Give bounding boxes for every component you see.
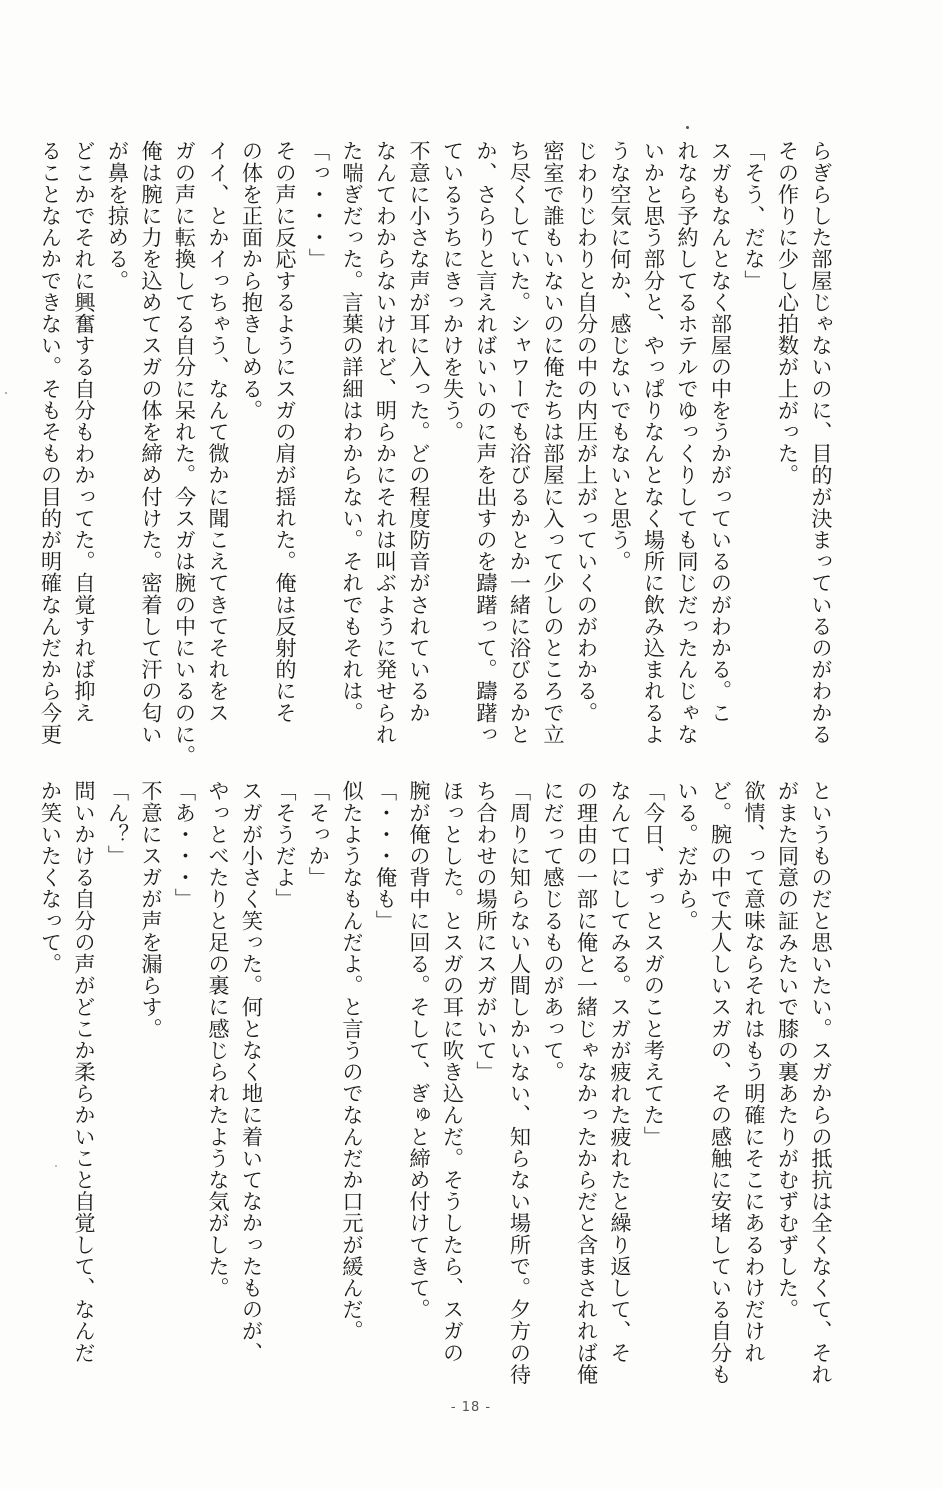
text-line: れなら予約してるホテルでゆっくりしても同じだったんじゃな <box>675 140 700 745</box>
text-line: なんてわからないけれど、明らかにそれは叫ぶように発せられ <box>373 140 399 745</box>
text-line: 不意に小さな声が耳に入った。どの程度防音がされているか <box>407 140 432 724</box>
scan-speck <box>5 392 7 394</box>
text-line: どこかでそれに興奮する自分もわかってた。自覚すれば抑え <box>72 140 97 724</box>
text-line: ど。腕の中で大人しいスガの、その感触に安堵している自分も <box>708 780 734 1385</box>
text-line: ガの声に転換してる自分に呆れた。今スガは腕の中にいるのに。 <box>172 140 198 767</box>
text-line: うな空気に何か、感じないでもないと思う。 <box>608 140 633 572</box>
text-line: 「そうだよ」 <box>273 780 298 910</box>
text-line: の理由の一部に俺と一緒じゃなかったからだと含まされれば俺 <box>574 780 600 1385</box>
text-line: か笑いたくなって。 <box>38 780 64 975</box>
text-line: 密室で誰もいないのに俺たちは部屋に入って少しのところで立 <box>541 140 566 745</box>
text-line: その作りに少し心拍数が上がった。 <box>775 140 801 486</box>
text-line: 「っ・・・」 <box>306 140 332 270</box>
text-line: の体を正面から抱きしめる。 <box>239 140 265 421</box>
text-line: 「そっか」 <box>306 780 332 888</box>
text-line: ほっとした。とスガの耳に吹き込んだ。そうしたら、スガの <box>440 780 466 1364</box>
text-line: 「今日、ずっとスガのこと考えてた」 <box>641 780 667 1148</box>
scan-speck <box>55 1165 57 1167</box>
text-line: ることなんかできない。そもそもの目的が明確なんだから今更 <box>38 140 64 745</box>
text-line: 俺は腕に力を込めてスガの体を締め付けた。密着して汗の匂い <box>139 140 164 745</box>
text-line: ているうちにきっかけを失う。 <box>440 140 466 443</box>
text-line: 「ん？」 <box>105 780 131 867</box>
text-line: 腕が俺の背中に回る。そして、ぎゅと締め付けてきて。 <box>407 780 432 1320</box>
text-line: いる。だから。 <box>675 780 700 932</box>
text-line: か、さらりと言えればいいのに声を出すのを躊躇って。躊躇っ <box>474 140 499 745</box>
text-line: 問いかける自分の声がどこか柔らかいこと自覚して、なんだ <box>72 780 97 1364</box>
text-line: 「・・・俺も」 <box>373 780 399 932</box>
text-line: なんて口にしてみる。スガが疲れた疲れたと繰り返して、そ <box>608 780 633 1364</box>
text-line: じわりじわりと自分の中の内圧が上がっていくのがわかる。 <box>574 140 600 724</box>
text-line: ち尽くしていた。シャワーでも浴びるかとか一緒に浴びるかと <box>507 140 533 745</box>
text-line: 「周りに知らない人間しかいない、知らない場所で。夕方の待 <box>507 780 533 1385</box>
text-line: いかと思う部分と、やっぱりなんとなく場所に飲み込まれるよ <box>641 140 667 745</box>
text-line: が鼻を掠める。 <box>105 140 131 292</box>
text-line: やっとべたりと足の裏に感じられたような気がした。 <box>206 780 231 1299</box>
text-line: 「そう、だな」 <box>742 140 767 292</box>
text-line: その声に反応するようにスガの肩が揺れた。俺は反射的にそ <box>273 140 298 724</box>
text-line: スガもなんとなく部屋の中をうかがっているのがわかる。こ <box>708 140 734 724</box>
top-text-block <box>34 140 838 767</box>
text-line: というものだと思いたい。スガからの抵抗は全くなくて、それ <box>809 780 834 1385</box>
text-line: 似たようなもんだよ。と言うのでなんだか口元が緩んだ。 <box>340 780 365 1342</box>
text-line: た喘ぎだった。言葉の詳細はわからない。それでもそれは。 <box>340 140 365 724</box>
text-line: がまた同意の証みたいで膝の裏あたりがむずむずした。 <box>775 780 801 1320</box>
text-line: 欲情、って意味ならそれはもう明確にそこにあるわけだけれ <box>742 780 767 1364</box>
text-line: にだって感じるものがあって。 <box>541 780 566 1083</box>
text-line: 不意にスガが声を漏らす。 <box>139 780 164 1040</box>
text-line: らぎらした部屋じゃないのに、目的が決まっているのがわかる <box>809 140 834 745</box>
text-line: ち合わせの場所にスガがいて」 <box>474 780 499 1083</box>
text-line: イイ、とかイっちゃう、なんて微かに聞こえてきてそれをス <box>206 140 231 724</box>
text-line: 「あ・・・」 <box>172 780 198 910</box>
bottom-text-block <box>34 780 838 1385</box>
page-number: - 18 - <box>450 1400 492 1415</box>
text-line: スガが小さく笑った。何となく地に着いてなかったものが、 <box>239 780 265 1364</box>
scan-speck <box>686 126 689 129</box>
